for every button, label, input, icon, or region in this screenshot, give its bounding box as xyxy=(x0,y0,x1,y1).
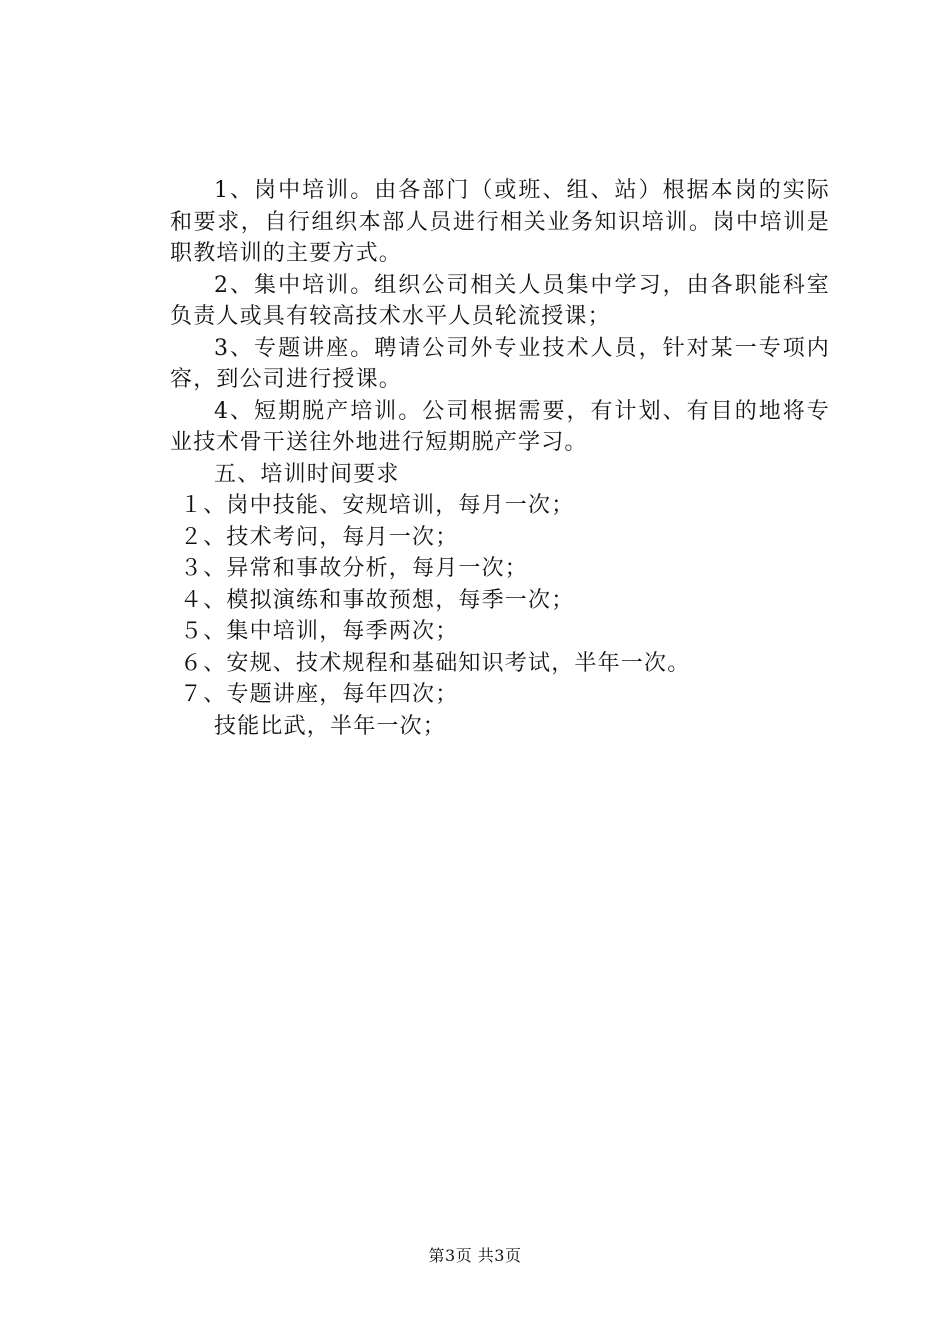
paragraph-short-term-training: 4、短期脱产培训。公司根据需要，有计划、有目的地将专业技术骨干送往外地进行短期脱产学习。 xyxy=(170,398,830,455)
schedule-item: ２、技术考问，每月一次； xyxy=(180,524,459,550)
document-body xyxy=(170,175,830,742)
paragraph-special-lectures: 3、专题讲座。聘请公司外专业技术人员，针对某一专项内容，到公司进行授课。 xyxy=(170,335,830,392)
schedule-item: ４、模拟演练和事故预想，每季一次； xyxy=(180,587,575,613)
schedule-item: ５、集中培训，每季两次； xyxy=(180,619,459,644)
section-heading-training-time: 五、培训时间要求 xyxy=(214,461,400,487)
schedule-item: ７、专题讲座，每年四次； xyxy=(180,682,459,707)
paragraph-centralized-training: 2、集中培训。组织公司相关人员集中学习，由各职能科室负责人或具有较高技术水平人员轮流授课； xyxy=(170,272,830,329)
schedule-item: ６、安规、技术规程和基础知识考试，半年一次。 xyxy=(180,650,691,676)
page-footer: 第3页 共3页 xyxy=(428,1246,522,1265)
paragraph-on-job-training: 1、岗中培训。由各部门（或班、组、站）根据本岗的实际和要求，自行组织本部人员进行相关业务知识培训。岗中培训是职教培训的主要方式。 xyxy=(170,178,830,266)
schedule-item: １、岗中技能、安规培训，每月一次； xyxy=(180,493,575,518)
schedule-item: ３、异常和事故分析，每月一次； xyxy=(180,556,529,581)
closing-line: 技能比武，半年一次； xyxy=(214,713,447,739)
